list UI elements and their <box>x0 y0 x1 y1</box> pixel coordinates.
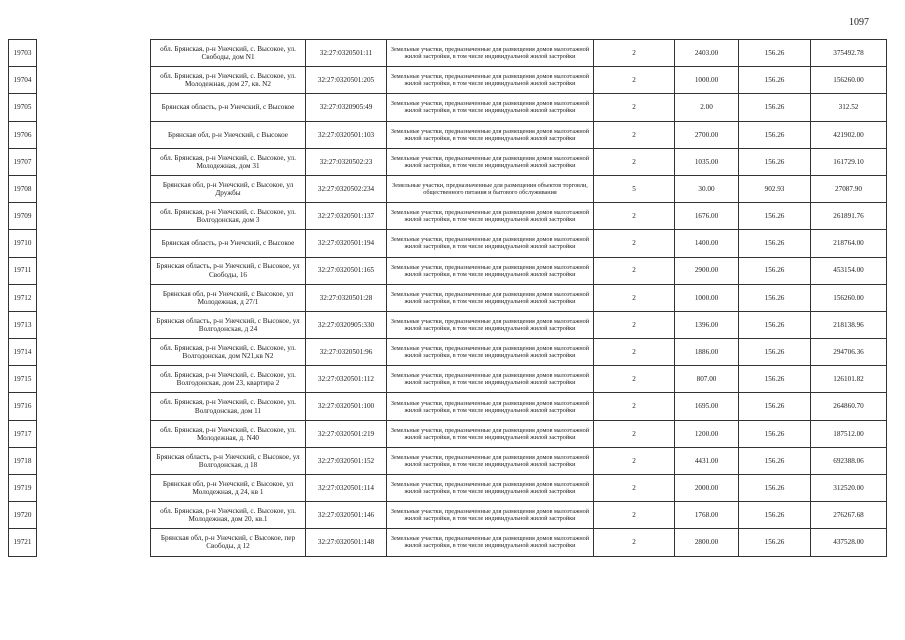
row-address: обл. Брянская, р-н Унечский, с. Высокое, ул. Молодежная, дом 31 <box>151 148 306 175</box>
row-number: 19708 <box>9 175 37 202</box>
cadastral-value-table <box>8 39 887 557</box>
row-cadastral-number: 32:27:0320501:114 <box>306 475 387 502</box>
row-cadastral-value: 261891.76 <box>811 203 887 230</box>
row-area: 4431.00 <box>675 447 739 474</box>
row-group: 2 <box>594 475 675 502</box>
row-area: 2800.00 <box>675 529 739 556</box>
row-rate: 156.26 <box>739 475 811 502</box>
row-number: 19706 <box>9 121 37 148</box>
row-group: 2 <box>594 393 675 420</box>
row-spacer <box>37 393 151 420</box>
row-area: 1695.00 <box>675 393 739 420</box>
table-row <box>9 529 887 556</box>
row-cadastral-number: 32:27:0320501:137 <box>306 203 387 230</box>
row-land-use: Земельные участки, предназначенные для размещения домов малоэтажной жилой застройки, в том числе индивидуальной жилой застройки <box>387 529 594 556</box>
row-group: 2 <box>594 529 675 556</box>
row-cadastral-number: 32:27:0320502:234 <box>306 175 387 202</box>
row-rate: 156.26 <box>739 366 811 393</box>
row-number: 19712 <box>9 284 37 311</box>
row-spacer <box>37 311 151 338</box>
row-land-use: Земельные участки, предназначенные для размещения домов малоэтажной жилой застройки, в том числе индивидуальной жилой застройки <box>387 420 594 447</box>
table-row <box>9 148 887 175</box>
row-group: 2 <box>594 230 675 257</box>
table-row <box>9 475 887 502</box>
row-cadastral-value: 126101.82 <box>811 366 887 393</box>
row-land-use: Земельные участки, предназначенные для размещения домов малоэтажной жилой застройки, в том числе индивидуальной жилой застройки <box>387 67 594 94</box>
row-cadastral-number: 32:27:0320501:100 <box>306 393 387 420</box>
row-spacer <box>37 67 151 94</box>
row-group: 2 <box>594 67 675 94</box>
row-area: 2700.00 <box>675 121 739 148</box>
table-row <box>9 284 887 311</box>
row-land-use: Земельные участки, предназначенные для размещения домов малоэтажной жилой застройки, в том числе индивидуальной жилой застройки <box>387 447 594 474</box>
row-number: 19705 <box>9 94 37 121</box>
row-spacer <box>37 284 151 311</box>
row-rate: 156.26 <box>739 40 811 67</box>
row-number: 19709 <box>9 203 37 230</box>
table-row <box>9 393 887 420</box>
row-address: обл. Брянская, р-н Унечский, с. Высокое, ул. Молодежная, дом 27, кв. N2 <box>151 67 306 94</box>
table-row <box>9 339 887 366</box>
row-group: 2 <box>594 311 675 338</box>
row-cadastral-number: 32:27:0320905:49 <box>306 94 387 121</box>
row-address: обл. Брянская, р-н Унечский, с. Высокое, ул. Волгодонская, дом N21,кв N2 <box>151 339 306 366</box>
row-number: 19711 <box>9 257 37 284</box>
row-group: 5 <box>594 175 675 202</box>
row-group: 2 <box>594 121 675 148</box>
row-address: Брянская обл, р-н Унечский, с Высокое, пер Свободы, д 12 <box>151 529 306 556</box>
row-land-use: Земельные участки, предназначенные для размещения домов малоэтажной жилой застройки, в том числе индивидуальной жилой застройки <box>387 475 594 502</box>
row-cadastral-number: 32:27:0320501:11 <box>306 40 387 67</box>
row-number: 19716 <box>9 393 37 420</box>
row-rate: 156.26 <box>739 447 811 474</box>
row-address: обл. Брянская, р-н Унечский, с. Высокое, ул. Молодежная, дом 20, кв.1 <box>151 502 306 529</box>
row-cadastral-value: 692388.06 <box>811 447 887 474</box>
table-row <box>9 203 887 230</box>
row-area: 1768.00 <box>675 502 739 529</box>
row-number: 19710 <box>9 230 37 257</box>
table-row <box>9 121 887 148</box>
row-spacer <box>37 230 151 257</box>
row-number: 19707 <box>9 148 37 175</box>
row-cadastral-value: 294706.36 <box>811 339 887 366</box>
row-address: Брянская обл, р-н Унечский, с Высокое, ул Молодежная, д 27/1 <box>151 284 306 311</box>
row-area: 2000.00 <box>675 475 739 502</box>
table-row <box>9 366 887 393</box>
row-cadastral-value: 27087.90 <box>811 175 887 202</box>
row-group: 2 <box>594 148 675 175</box>
row-land-use: Земельные участки, предназначенные для размещения домов малоэтажной жилой застройки, в том числе индивидуальной жилой застройки <box>387 311 594 338</box>
row-cadastral-value: 437528.00 <box>811 529 887 556</box>
row-group: 2 <box>594 447 675 474</box>
row-number: 19718 <box>9 447 37 474</box>
row-area: 1200.00 <box>675 420 739 447</box>
row-address: Брянская обл, р-н Унечский, с Высокое, ул Молодежная, д 24, кв 1 <box>151 475 306 502</box>
row-number: 19720 <box>9 502 37 529</box>
row-group: 2 <box>594 366 675 393</box>
row-area: 1886.00 <box>675 339 739 366</box>
row-area: 1000.00 <box>675 67 739 94</box>
row-address: Брянская область, р-н Унечский, с Высокое <box>151 230 306 257</box>
row-number: 19719 <box>9 475 37 502</box>
row-rate: 156.26 <box>739 393 811 420</box>
row-rate: 156.26 <box>739 339 811 366</box>
row-cadastral-value: 187512.00 <box>811 420 887 447</box>
row-group: 2 <box>594 40 675 67</box>
row-rate: 156.26 <box>739 148 811 175</box>
row-area: 2403.00 <box>675 40 739 67</box>
row-cadastral-value: 218138.96 <box>811 311 887 338</box>
table-row <box>9 40 887 67</box>
table-row <box>9 230 887 257</box>
row-rate: 156.26 <box>739 502 811 529</box>
row-rate: 156.26 <box>739 257 811 284</box>
row-spacer <box>37 175 151 202</box>
row-address: Брянская область, р-н Унечский, с Высокое, ул Волгодонская, д 18 <box>151 447 306 474</box>
row-rate: 156.26 <box>739 121 811 148</box>
row-rate: 156.26 <box>739 67 811 94</box>
row-group: 2 <box>594 339 675 366</box>
row-spacer <box>37 366 151 393</box>
row-address: обл. Брянская, р-н Унечский, с. Высокое, ул. Свободы, дом N1 <box>151 40 306 67</box>
table-row <box>9 94 887 121</box>
row-land-use: Земельные участки, предназначенные для размещения домов малоэтажной жилой застройки, в том числе индивидуальной жилой застройки <box>387 339 594 366</box>
row-land-use: Земельные участки, предназначенные для размещения домов малоэтажной жилой застройки, в том числе индивидуальной жилой застройки <box>387 257 594 284</box>
row-spacer <box>37 529 151 556</box>
row-rate: 156.26 <box>739 203 811 230</box>
row-land-use: Земельные участки, предназначенные для размещения домов малоэтажной жилой застройки, в том числе индивидуальной жилой застройки <box>387 366 594 393</box>
page-number: 1097 <box>849 17 869 28</box>
row-group: 2 <box>594 284 675 311</box>
row-area: 1676.00 <box>675 203 739 230</box>
row-land-use: Земельные участки, предназначенные для размещения домов малоэтажной жилой застройки, в том числе индивидуальной жилой застройки <box>387 203 594 230</box>
row-area: 807.00 <box>675 366 739 393</box>
row-address: обл. Брянская, р-н Унечский, с. Высокое, ул. Волгодонская, дом 23, квартира 2 <box>151 366 306 393</box>
table-body <box>9 40 887 557</box>
row-spacer <box>37 121 151 148</box>
row-cadastral-number: 32:27:0320501:96 <box>306 339 387 366</box>
row-number: 19713 <box>9 311 37 338</box>
row-number: 19721 <box>9 529 37 556</box>
row-cadastral-value: 312.52 <box>811 94 887 121</box>
row-cadastral-value: 218764.00 <box>811 230 887 257</box>
row-land-use: Земельные участки, предназначенные для размещения домов малоэтажной жилой застройки, в том числе индивидуальной жилой застройки <box>387 502 594 529</box>
row-cadastral-value: 453154.00 <box>811 257 887 284</box>
row-area: 1400.00 <box>675 230 739 257</box>
row-cadastral-number: 32:27:0320501:146 <box>306 502 387 529</box>
row-number: 19704 <box>9 67 37 94</box>
table-row <box>9 311 887 338</box>
table-row <box>9 175 887 202</box>
row-group: 2 <box>594 94 675 121</box>
row-rate: 156.26 <box>739 420 811 447</box>
table-row <box>9 257 887 284</box>
row-rate: 156.26 <box>739 94 811 121</box>
row-address: Брянская область, р-н Унечский, с Высокое, ул Свободы, 16 <box>151 257 306 284</box>
row-address: Брянская область, р-н Унечский, с Высокое, ул Волгодонская, д 24 <box>151 311 306 338</box>
row-area: 2.00 <box>675 94 739 121</box>
row-group: 2 <box>594 203 675 230</box>
row-address: обл. Брянская, р-н Унечский, с. Высокое, ул. Волгодонская, дом 3 <box>151 203 306 230</box>
row-rate: 156.26 <box>739 284 811 311</box>
row-group: 2 <box>594 257 675 284</box>
table-row <box>9 502 887 529</box>
row-land-use: Земельные участки, предназначенные для размещения домов малоэтажной жилой застройки, в том числе индивидуальной жилой застройки <box>387 40 594 67</box>
row-cadastral-number: 32:27:0320501:165 <box>306 257 387 284</box>
row-spacer <box>37 420 151 447</box>
table-row <box>9 447 887 474</box>
row-address: Брянская обл, р-н Унечский, с Высокое, ул Дружбы <box>151 175 306 202</box>
row-cadastral-number: 32:27:0320501:152 <box>306 447 387 474</box>
row-land-use: Земельные участки, предназначенные для размещения домов малоэтажной жилой застройки, в том числе индивидуальной жилой застройки <box>387 94 594 121</box>
row-cadastral-number: 32:27:0320905:330 <box>306 311 387 338</box>
row-cadastral-number: 32:27:0320501:194 <box>306 230 387 257</box>
row-group: 2 <box>594 502 675 529</box>
row-number: 19714 <box>9 339 37 366</box>
row-area: 1035.00 <box>675 148 739 175</box>
row-land-use: Земельные участки, предназначенные для размещения объектов торговли, общественного питания и бытового обслуживания <box>387 175 594 202</box>
row-rate: 156.26 <box>739 529 811 556</box>
table-row <box>9 67 887 94</box>
row-address: обл. Брянская, р-н Унечский, с. Высокое, ул. Молодежная, д. N40 <box>151 420 306 447</box>
row-cadastral-number: 32:27:0320501:148 <box>306 529 387 556</box>
row-spacer <box>37 502 151 529</box>
row-cadastral-value: 421902.00 <box>811 121 887 148</box>
row-cadastral-value: 156260.00 <box>811 67 887 94</box>
row-land-use: Земельные участки, предназначенные для размещения домов малоэтажной жилой застройки, в том числе индивидуальной жилой застройки <box>387 121 594 148</box>
row-group: 2 <box>594 420 675 447</box>
row-spacer <box>37 40 151 67</box>
row-area: 1000.00 <box>675 284 739 311</box>
row-cadastral-value: 276267.68 <box>811 502 887 529</box>
row-spacer <box>37 475 151 502</box>
row-cadastral-number: 32:27:0320502:23 <box>306 148 387 175</box>
table-row <box>9 420 887 447</box>
row-cadastral-number: 32:27:0320501:205 <box>306 67 387 94</box>
row-address: обл. Брянская, р-н Унечский, с. Высокое, ул. Волгодонская, дом 11 <box>151 393 306 420</box>
row-area: 2900.00 <box>675 257 739 284</box>
row-number: 19703 <box>9 40 37 67</box>
row-cadastral-number: 32:27:0320501:103 <box>306 121 387 148</box>
row-address: Брянская область, р-н Унечский, с Высокое <box>151 94 306 121</box>
row-land-use: Земельные участки, предназначенные для размещения домов малоэтажной жилой застройки, в том числе индивидуальной жилой застройки <box>387 393 594 420</box>
row-cadastral-number: 32:27:0320501:219 <box>306 420 387 447</box>
row-land-use: Земельные участки, предназначенные для размещения домов малоэтажной жилой застройки, в том числе индивидуальной жилой застройки <box>387 230 594 257</box>
row-cadastral-number: 32:27:0320501:28 <box>306 284 387 311</box>
row-rate: 156.26 <box>739 311 811 338</box>
row-cadastral-value: 312520.00 <box>811 475 887 502</box>
row-rate: 156.26 <box>739 230 811 257</box>
row-spacer <box>37 203 151 230</box>
row-spacer <box>37 447 151 474</box>
row-cadastral-value: 161729.10 <box>811 148 887 175</box>
row-land-use: Земельные участки, предназначенные для размещения домов малоэтажной жилой застройки, в том числе индивидуальной жилой застройки <box>387 284 594 311</box>
row-spacer <box>37 339 151 366</box>
row-area: 1396.00 <box>675 311 739 338</box>
row-cadastral-value: 264860.70 <box>811 393 887 420</box>
row-spacer <box>37 257 151 284</box>
row-number: 19715 <box>9 366 37 393</box>
row-spacer <box>37 148 151 175</box>
row-number: 19717 <box>9 420 37 447</box>
row-land-use: Земельные участки, предназначенные для размещения домов малоэтажной жилой застройки, в том числе индивидуальной жилой застройки <box>387 148 594 175</box>
row-rate: 902.93 <box>739 175 811 202</box>
row-area: 30.00 <box>675 175 739 202</box>
row-spacer <box>37 94 151 121</box>
row-cadastral-number: 32:27:0320501:112 <box>306 366 387 393</box>
row-cadastral-value: 375492.78 <box>811 40 887 67</box>
row-address: Брянская обл, р-н Унечский, с Высокое <box>151 121 306 148</box>
row-cadastral-value: 156260.00 <box>811 284 887 311</box>
